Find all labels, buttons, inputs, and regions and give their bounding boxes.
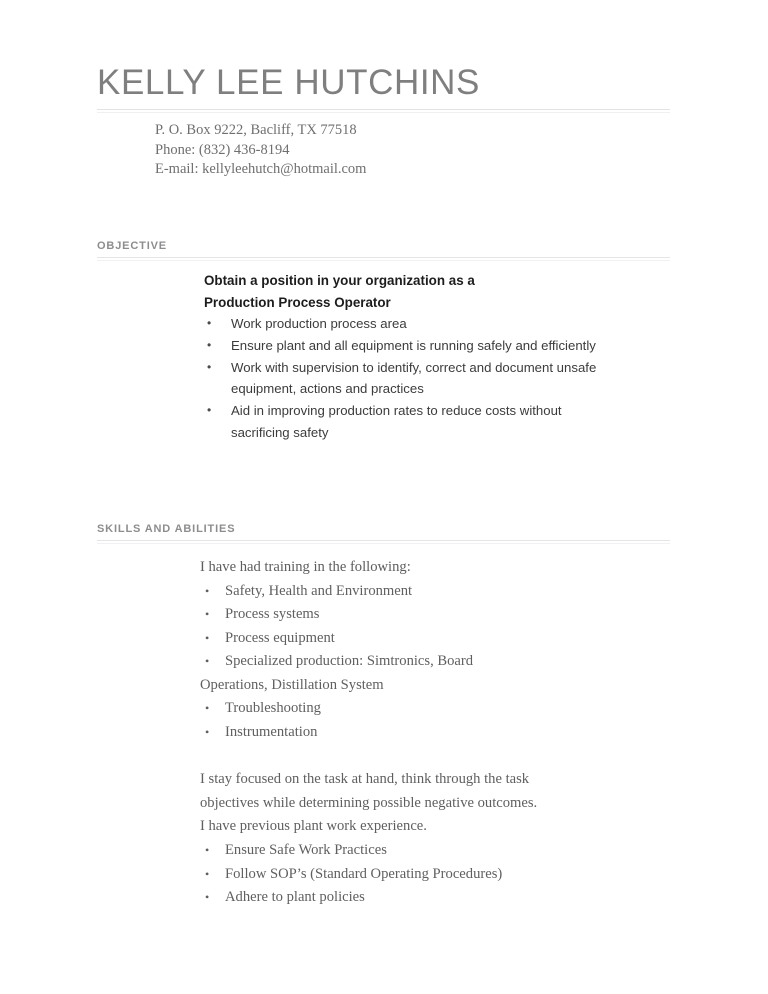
bullet-icon: • <box>205 607 210 622</box>
list-item-text: Adhere to plant policies <box>225 889 365 906</box>
list-item <box>200 839 620 863</box>
bullet-icon: • <box>205 890 210 905</box>
list-item <box>200 721 620 745</box>
skills-paragraph-line: I have previous plant work experience. <box>200 818 427 835</box>
objective-bullet-list <box>204 313 604 444</box>
section-divider-objective <box>97 257 670 261</box>
section-heading-objective <box>97 240 670 261</box>
bullet-icon: • <box>205 654 210 669</box>
section-divider-skills <box>97 540 670 544</box>
page-title: KELLY LEE HUTCHINS <box>97 63 480 102</box>
contact-address: P. O. Box 9222, Bacliff, TX 77518 <box>155 122 357 138</box>
list-item <box>200 863 620 887</box>
bullet-icon: • <box>205 630 210 645</box>
paragraph-spacer <box>200 745 620 769</box>
objective-body <box>204 270 604 444</box>
section-heading-skills <box>97 523 670 544</box>
bullet-icon: • <box>205 583 210 598</box>
skills-paragraph-line: I stay focused on the task at hand, think through the task <box>200 771 530 788</box>
list-item-text: Specialized production: Simtronics, Board <box>225 653 474 670</box>
bullet-icon: • <box>207 359 212 374</box>
list-item <box>204 335 604 357</box>
list-item-text: Process systems <box>225 606 320 623</box>
list-item <box>204 400 604 444</box>
list-item <box>200 603 620 627</box>
list-item <box>200 627 620 651</box>
list-item-text: Instrumentation <box>225 724 318 741</box>
section-heading-skills-label: SKILLS AND ABILITIES <box>97 523 236 535</box>
list-item-text: Aid in improving production rates to reduce costs without sacrificing safety <box>231 403 562 440</box>
list-item-text: Work production process area <box>231 316 407 331</box>
list-item-text: Work with supervision to identify, correct and document unsafe equipment, actions and practices <box>231 359 597 397</box>
bullet-icon: • <box>207 403 212 418</box>
header-divider <box>97 109 670 113</box>
list-item <box>200 697 620 721</box>
contact-phone: Phone: (832) 436-8194 <box>155 141 290 158</box>
bullet-icon: • <box>205 866 210 881</box>
list-item <box>204 313 604 335</box>
skills-paragraph-line: objectives while determining possible negative outcomes. <box>200 794 538 811</box>
skills-intro-text: I have had training in the following: <box>200 559 411 575</box>
bullet-icon: • <box>205 843 210 858</box>
header-name-block <box>97 62 670 113</box>
bullet-icon: • <box>207 316 212 330</box>
bullet-icon: • <box>205 701 210 716</box>
list-item-text: Troubleshooting <box>225 700 321 717</box>
bullet-icon: • <box>205 725 210 740</box>
objective-title-line-2: Production Process Operator <box>204 294 391 310</box>
objective-title-line-1: Obtain a position in your organization as a <box>204 273 475 288</box>
bullet-icon: • <box>207 337 212 352</box>
section-heading-objective-label: OBJECTIVE <box>97 240 167 252</box>
list-item-text: Safety, Health and Environment <box>225 582 413 599</box>
list-item-wrapped-text: Operations, Distillation System <box>200 676 384 693</box>
skills-body <box>200 556 620 910</box>
contact-block <box>155 121 655 180</box>
skills-practices-list <box>200 839 620 910</box>
list-item-text: Ensure plant and all equipment is running safely and efficiently <box>231 337 596 353</box>
list-item-text: Process equipment <box>225 629 335 646</box>
list-item-text: Ensure Safe Work Practices <box>225 842 387 859</box>
skills-paragraph <box>200 768 620 839</box>
skills-bullet-list <box>200 580 620 745</box>
list-item-text: Follow SOP’s (Standard Operating Procedures) <box>225 865 503 882</box>
contact-email: E-mail: kellyleehutch@hotmail.com <box>155 161 367 177</box>
list-item <box>204 357 604 401</box>
list-item <box>200 580 620 604</box>
list-item <box>200 650 620 697</box>
list-item <box>200 886 620 910</box>
